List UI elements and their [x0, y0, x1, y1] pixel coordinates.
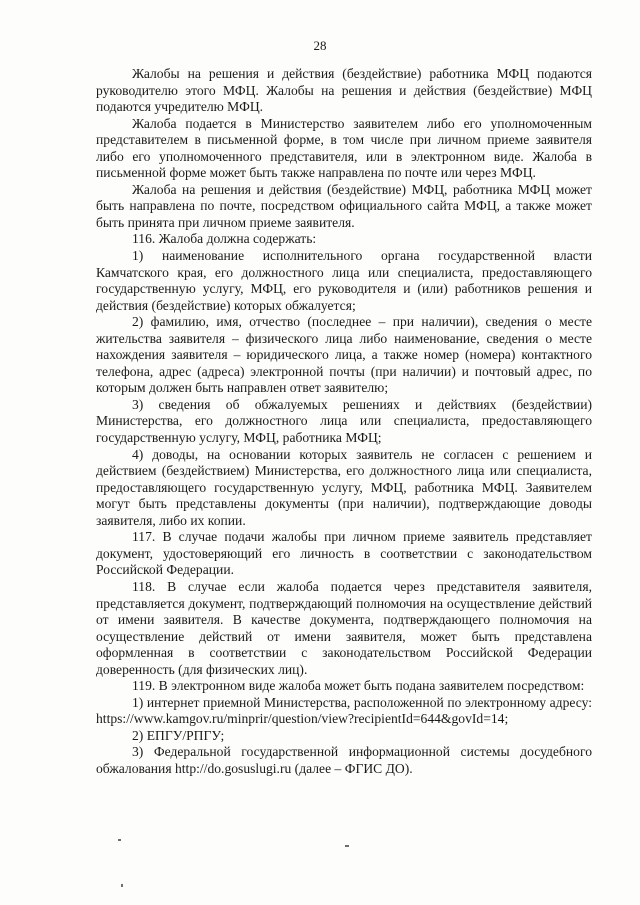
- paragraph: Жалобы на решения и действия (бездействие) работника МФЦ подаются руководителю этого МФЦ. Жалобы на решения и действия (бездействие) МФЦ подаются учредителю МФЦ.: [96, 66, 592, 115]
- document-body: [96, 66, 592, 778]
- scan-speck: [121, 884, 123, 887]
- paragraph: Жалоба на решения и действия (бездействие) МФЦ, работника МФЦ может быть направлена по почте, посредством официального сайта МФЦ, а также может быть принята при личном приеме заявителя.: [96, 181, 592, 230]
- paragraph: 3) сведения об обжалуемых решениях и действиях (бездействии) Министерства, его должностного лица или специалиста, предоставляющего государственную услугу, МФЦ, работника МФЦ;: [96, 396, 592, 446]
- paragraph: 2) фамилию, имя, отчество (последнее – при наличии), сведения о месте жительства заявителя – физического лица либо наименование, сведения о месте нахождения заявителя – юридического лица, а также номер (номера) контактного телефона, адрес (адреса) электронной почты (при наличии) и почтовый адрес, по которым должен быть направлен ответ заявителю;: [96, 314, 592, 396]
- paragraph: 1) наименование исполнительного органа государственной власти Камчатского края, его должностного лица или специалиста, предоставляющего государственную услугу, МФЦ, его руководителя и (или) работников решения и действия (бездействие) которых обжалуется;: [96, 248, 592, 313]
- paragraph: Жалоба подается в Министерство заявителем либо его уполномоченным представителем в письменной форме, в том числе при личном приеме заявителя либо его уполномоченного представителя, или в электронном виде. Жалоба в письменной форме может быть также направлена по почте или через МФЦ.: [96, 115, 592, 181]
- paragraph: 3) Федеральной государственной информационной системы досудебного обжалования http://do.gosuslugi.ru (далее – ФГИС ДО).: [96, 744, 592, 776]
- scan-speck: [118, 839, 121, 841]
- scan-speck: [345, 845, 349, 847]
- paragraph: 1) интернет приемной Министерства, расположенной по электронному адресу: https://www.kamgov.ru/minprir/question/view?recipientId=644&govId=14;: [96, 694, 592, 727]
- paragraph: 116. Жалоба должна содержать:: [132, 231, 317, 247]
- paragraph: 117. В случае подачи жалобы при личном приеме заявитель представляет документ, удостоверяющий его личность в соответствии с законодательством Российской Федерации.: [96, 529, 592, 578]
- paragraph: 119. В электронном виде жалоба может быть подана заявителем посредством:: [132, 678, 585, 694]
- paragraph: 4) доводы, на основании которых заявитель не согласен с решением и действием (бездействием) Министерства, его должностного лица или специалиста, предоставляющего государственную услугу, МФЦ, работника МФЦ. Заявителем могут быть представлены документы (при наличии), подтверждающие доводы заявителя, либо их копии.: [96, 446, 592, 528]
- paragraph: 2) ЕПГУ/РПГУ;: [132, 727, 225, 743]
- page-number: 28: [313, 38, 327, 53]
- paragraph: 118. В случае если жалоба подается через представителя заявителя, представляется документ, подтверждающий полномочия на осуществление действий от имени заявителя. В качестве документа, подтверждающего полномочия на осуществление действий от имени заявителя, может быть представлена оформленная в соответствии с законодательством Российской Федерации доверенность (для физических лиц).: [96, 578, 592, 677]
